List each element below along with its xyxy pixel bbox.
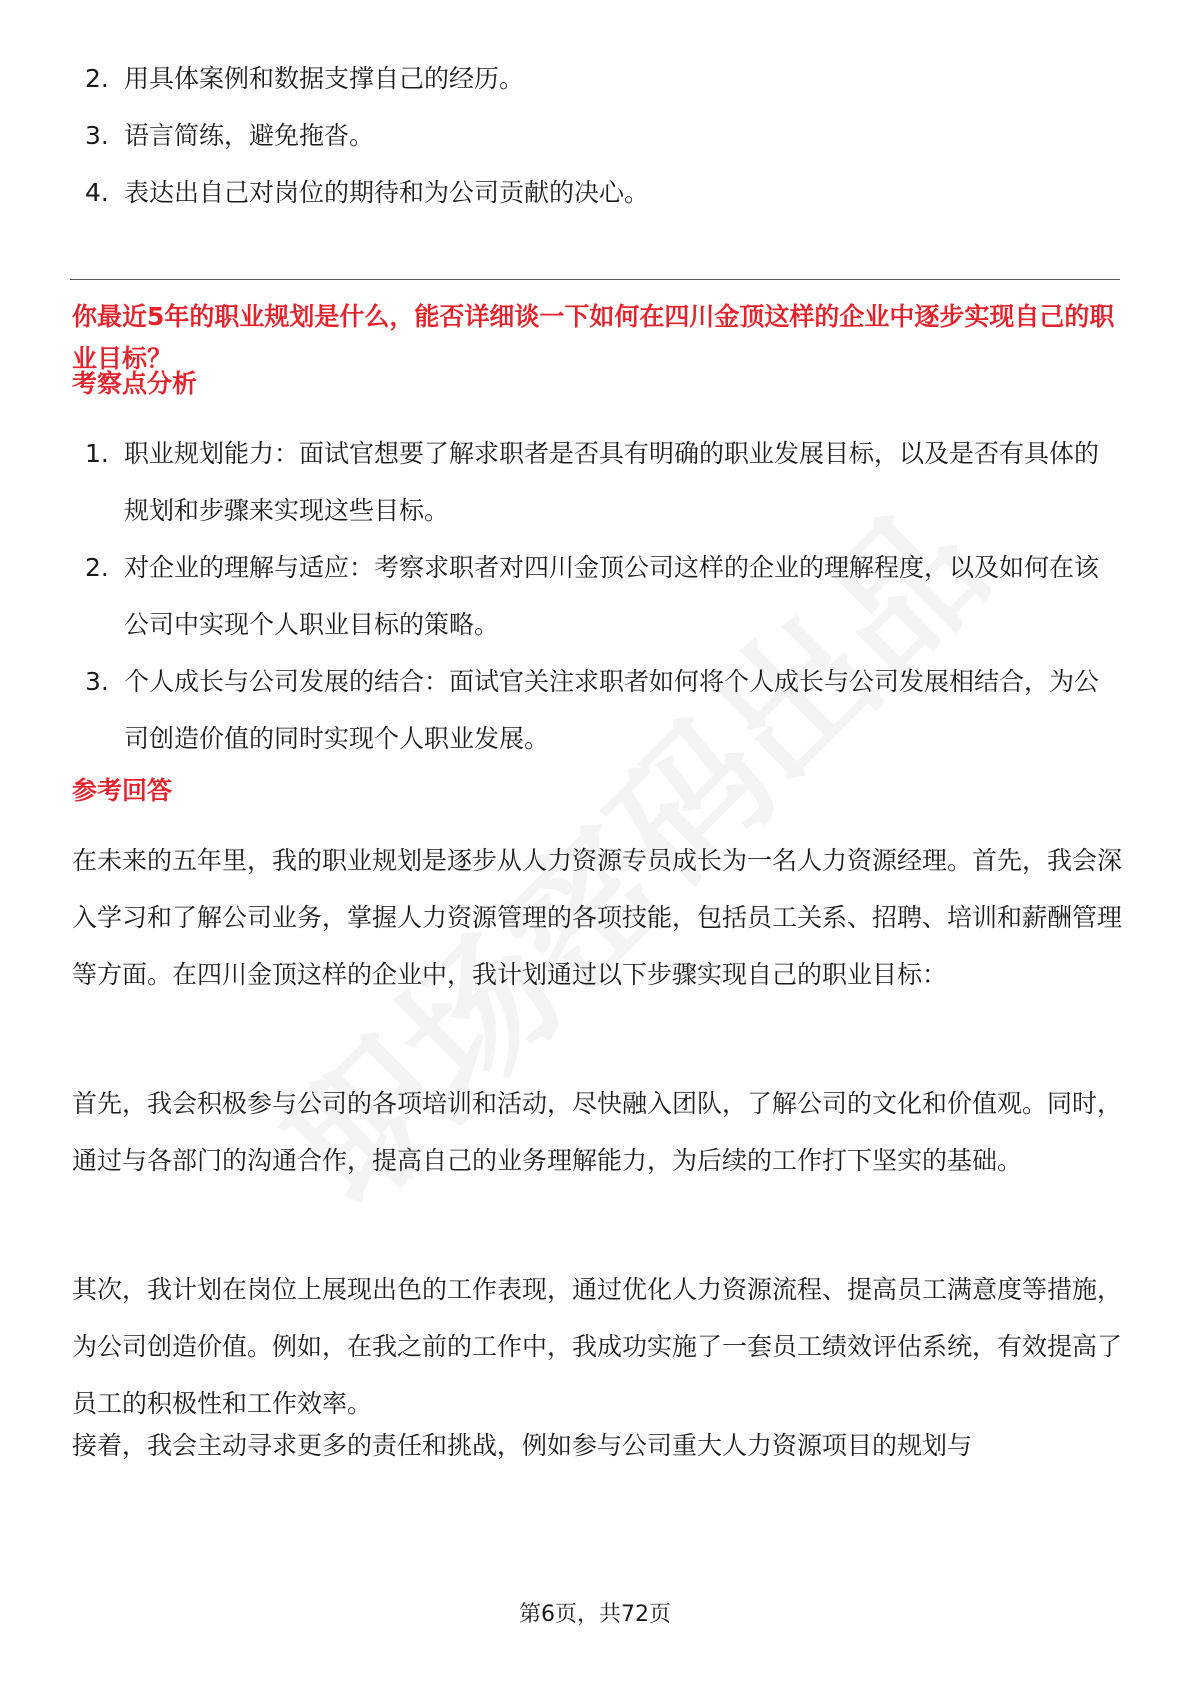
list-text: 职业规划能力：面试官想要了解求职者是否具有明确的职业发展目标，以及是否有具体的规划和步骤来实现这些目标。 [124, 439, 1100, 525]
list-text: 个人成长与公司发展的结合：面试官关注求职者如何将个人成长与公司发展相结合，为公司创造价值的同时实现个人职业发展。 [124, 667, 1100, 753]
page-number: 第6页，共72页 [519, 1602, 671, 1627]
list-item [0, 425, 1114, 539]
list-item [0, 539, 1114, 653]
list-number: 2. [85, 64, 109, 93]
list-number: 2. [85, 553, 109, 582]
answer-paragraph: 接着，我会主动寻求更多的责任和挑战，例如参与公司重大人力资源项目的规划与 [72, 1431, 973, 1460]
analysis-list [0, 425, 1190, 767]
list-text: 用具体案例和数据支撑自己的经历。 [124, 64, 525, 93]
list-text: 语言简练，避免拖沓。 [124, 121, 375, 150]
list-number: 1. [85, 439, 109, 468]
answer-paragraph: 首先，我会积极参与公司的各项培训和活动，尽快融入团队，了解公司的文化和价值观。同时，通过与各部门的沟通合作，提高自己的业务理解能力，为后续的工作打下坚实的基础。 [72, 1089, 1123, 1175]
tips-list [0, 50, 1190, 221]
list-number: 3. [85, 667, 109, 696]
section-divider [70, 279, 1120, 280]
list-number: 3. [85, 121, 109, 150]
list-item [0, 50, 1114, 107]
list-text: 表达出自己对岗位的期待和为公司贡献的决心。 [124, 178, 650, 207]
list-number: 4. [85, 178, 109, 207]
answer-heading: 参考回答 [72, 776, 173, 805]
answer-paragraph: 在未来的五年里，我的职业规划是逐步从人力资源专员成长为一名人力资源经理。首先，我会深入学习和了解公司业务，掌握人力资源管理的各项技能，包括员工关系、招聘、培训和薪酬管理等方面。在四川金顶这样的企业中，我计划通过以下步骤实现自己的职业目标： [72, 846, 1123, 989]
list-item [0, 107, 1114, 164]
analysis-heading: 考察点分析 [72, 369, 198, 398]
list-item [0, 164, 1114, 221]
list-text: 对企业的理解与适应：考察求职者对四川金顶公司这样的企业的理解程度，以及如何在该公司中实现个人职业目标的策略。 [124, 553, 1100, 639]
answer-paragraph: 其次，我计划在岗位上展现出色的工作表现，通过优化人力资源流程、提高员工满意度等措施，为公司创造价值。例如，在我之前的工作中，我成功实施了一套员工绩效评估系统，有效提高了员工的积极性和工作效率。 [72, 1275, 1123, 1418]
interview-question: 你最近5年的职业规划是什么，能否详细谈一下如何在四川金顶这样的企业中逐步实现自己的职业目标？ [72, 302, 1115, 373]
list-item [0, 653, 1114, 767]
